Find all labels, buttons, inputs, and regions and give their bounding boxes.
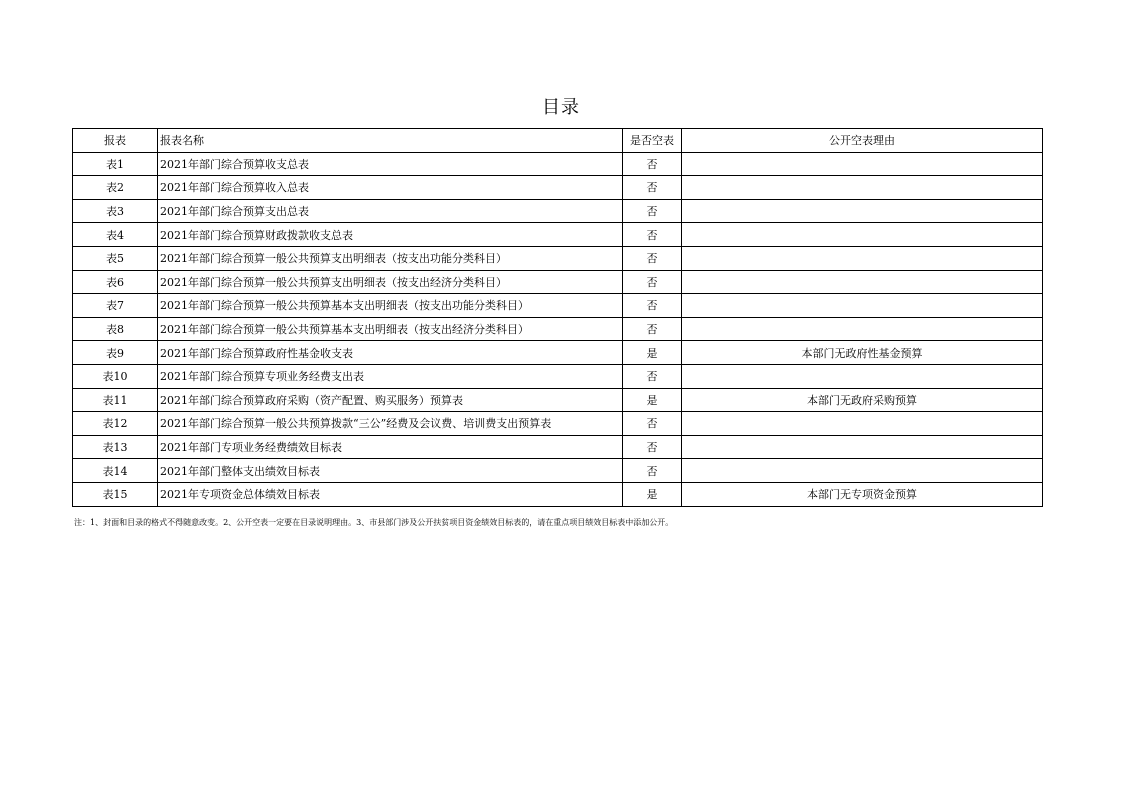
report-name-cell: 2021年部门综合预算政府采购（资产配置、购买服务）预算表 xyxy=(158,388,623,412)
empty-reason-cell xyxy=(682,317,1043,341)
report-id-cell: 表1 xyxy=(73,152,158,176)
empty-reason-cell xyxy=(682,246,1043,270)
table-row xyxy=(73,317,1043,341)
empty-reason-cell xyxy=(682,364,1043,388)
header-report-id: 报表 xyxy=(73,129,158,153)
report-id-cell: 表14 xyxy=(73,459,158,483)
report-name-cell: 2021年部门综合预算收支总表 xyxy=(158,152,623,176)
report-name-cell: 2021年部门综合预算一般公共预算基本支出明细表（按支出经济分类科目） xyxy=(158,317,623,341)
is-empty-cell: 否 xyxy=(623,294,682,318)
report-name-cell: 2021年部门综合预算政府性基金收支表 xyxy=(158,341,623,365)
report-name-cell: 2021年部门综合预算一般公共预算拨款“三公”经费及会议费、培训费支出预算表 xyxy=(158,412,623,436)
is-empty-cell: 否 xyxy=(623,199,682,223)
is-empty-cell: 否 xyxy=(623,176,682,200)
report-id-cell: 表6 xyxy=(73,270,158,294)
report-name-cell: 2021年部门综合预算收入总表 xyxy=(158,176,623,200)
empty-reason-cell xyxy=(682,176,1043,200)
header-report-name: 报表名称 xyxy=(158,129,623,153)
empty-reason-cell: 本部门无政府性基金预算 xyxy=(682,341,1043,365)
is-empty-cell: 是 xyxy=(623,388,682,412)
report-name-cell: 2021年专项资金总体绩效目标表 xyxy=(158,482,623,506)
report-name-cell: 2021年部门综合预算财政拨款收支总表 xyxy=(158,223,623,247)
report-id-cell: 表11 xyxy=(73,388,158,412)
empty-reason-cell xyxy=(682,435,1043,459)
header-is-empty: 是否空表 xyxy=(623,129,682,153)
is-empty-cell: 是 xyxy=(623,341,682,365)
table-row xyxy=(73,152,1043,176)
report-id-cell: 表3 xyxy=(73,199,158,223)
empty-reason-cell xyxy=(682,270,1043,294)
is-empty-cell: 是 xyxy=(623,482,682,506)
report-name-cell: 2021年部门整体支出绩效目标表 xyxy=(158,459,623,483)
table-row xyxy=(73,223,1043,247)
is-empty-cell: 否 xyxy=(623,270,682,294)
report-name-cell: 2021年部门综合预算一般公共预算支出明细表（按支出经济分类科目） xyxy=(158,270,623,294)
empty-reason-cell xyxy=(682,199,1043,223)
table-row xyxy=(73,412,1043,436)
footnote: 注：1、封面和目录的格式不得随意改变。2、公开空表一定要在目录说明理由。3、市县部门涉及公开扶贫项目资金绩效目标表的，请在重点项目绩效目标表中添加公开。 xyxy=(74,518,674,527)
page-title: 目录 xyxy=(542,97,580,118)
report-id-cell: 表10 xyxy=(73,364,158,388)
is-empty-cell: 否 xyxy=(623,435,682,459)
table-body xyxy=(73,152,1043,506)
report-name-cell: 2021年部门综合预算专项业务经费支出表 xyxy=(158,364,623,388)
is-empty-cell: 否 xyxy=(623,152,682,176)
is-empty-cell: 否 xyxy=(623,459,682,483)
header-empty-reason: 公开空表理由 xyxy=(682,129,1043,153)
table-row xyxy=(73,270,1043,294)
report-name-cell: 2021年部门综合预算一般公共预算支出明细表（按支出功能分类科目） xyxy=(158,246,623,270)
is-empty-cell: 否 xyxy=(623,246,682,270)
empty-reason-cell xyxy=(682,223,1043,247)
report-name-cell: 2021年部门专项业务经费绩效目标表 xyxy=(158,435,623,459)
table-row xyxy=(73,341,1043,365)
report-id-cell: 表9 xyxy=(73,341,158,365)
is-empty-cell: 否 xyxy=(623,317,682,341)
report-id-cell: 表15 xyxy=(73,482,158,506)
empty-reason-cell: 本部门无政府采购预算 xyxy=(682,388,1043,412)
report-id-cell: 表5 xyxy=(73,246,158,270)
report-id-cell: 表8 xyxy=(73,317,158,341)
empty-reason-cell xyxy=(682,294,1043,318)
report-id-cell: 表2 xyxy=(73,176,158,200)
report-name-cell: 2021年部门综合预算支出总表 xyxy=(158,199,623,223)
table-row xyxy=(73,388,1043,412)
empty-reason-cell: 本部门无专项资金预算 xyxy=(682,482,1043,506)
table-row xyxy=(73,364,1043,388)
table-row xyxy=(73,435,1043,459)
table-row xyxy=(73,199,1043,223)
report-id-cell: 表4 xyxy=(73,223,158,247)
table-row xyxy=(73,459,1043,483)
table-header-row xyxy=(73,129,1043,153)
empty-reason-cell xyxy=(682,412,1043,436)
table-row xyxy=(73,246,1043,270)
is-empty-cell: 否 xyxy=(623,364,682,388)
empty-reason-cell xyxy=(682,152,1043,176)
table-row xyxy=(73,176,1043,200)
report-id-cell: 表12 xyxy=(73,412,158,436)
is-empty-cell: 否 xyxy=(623,223,682,247)
report-name-cell: 2021年部门综合预算一般公共预算基本支出明细表（按支出功能分类科目） xyxy=(158,294,623,318)
table-row xyxy=(73,294,1043,318)
catalog-table xyxy=(72,128,1043,507)
report-id-cell: 表13 xyxy=(73,435,158,459)
is-empty-cell: 否 xyxy=(623,412,682,436)
empty-reason-cell xyxy=(682,459,1043,483)
table-row xyxy=(73,482,1043,506)
report-id-cell: 表7 xyxy=(73,294,158,318)
